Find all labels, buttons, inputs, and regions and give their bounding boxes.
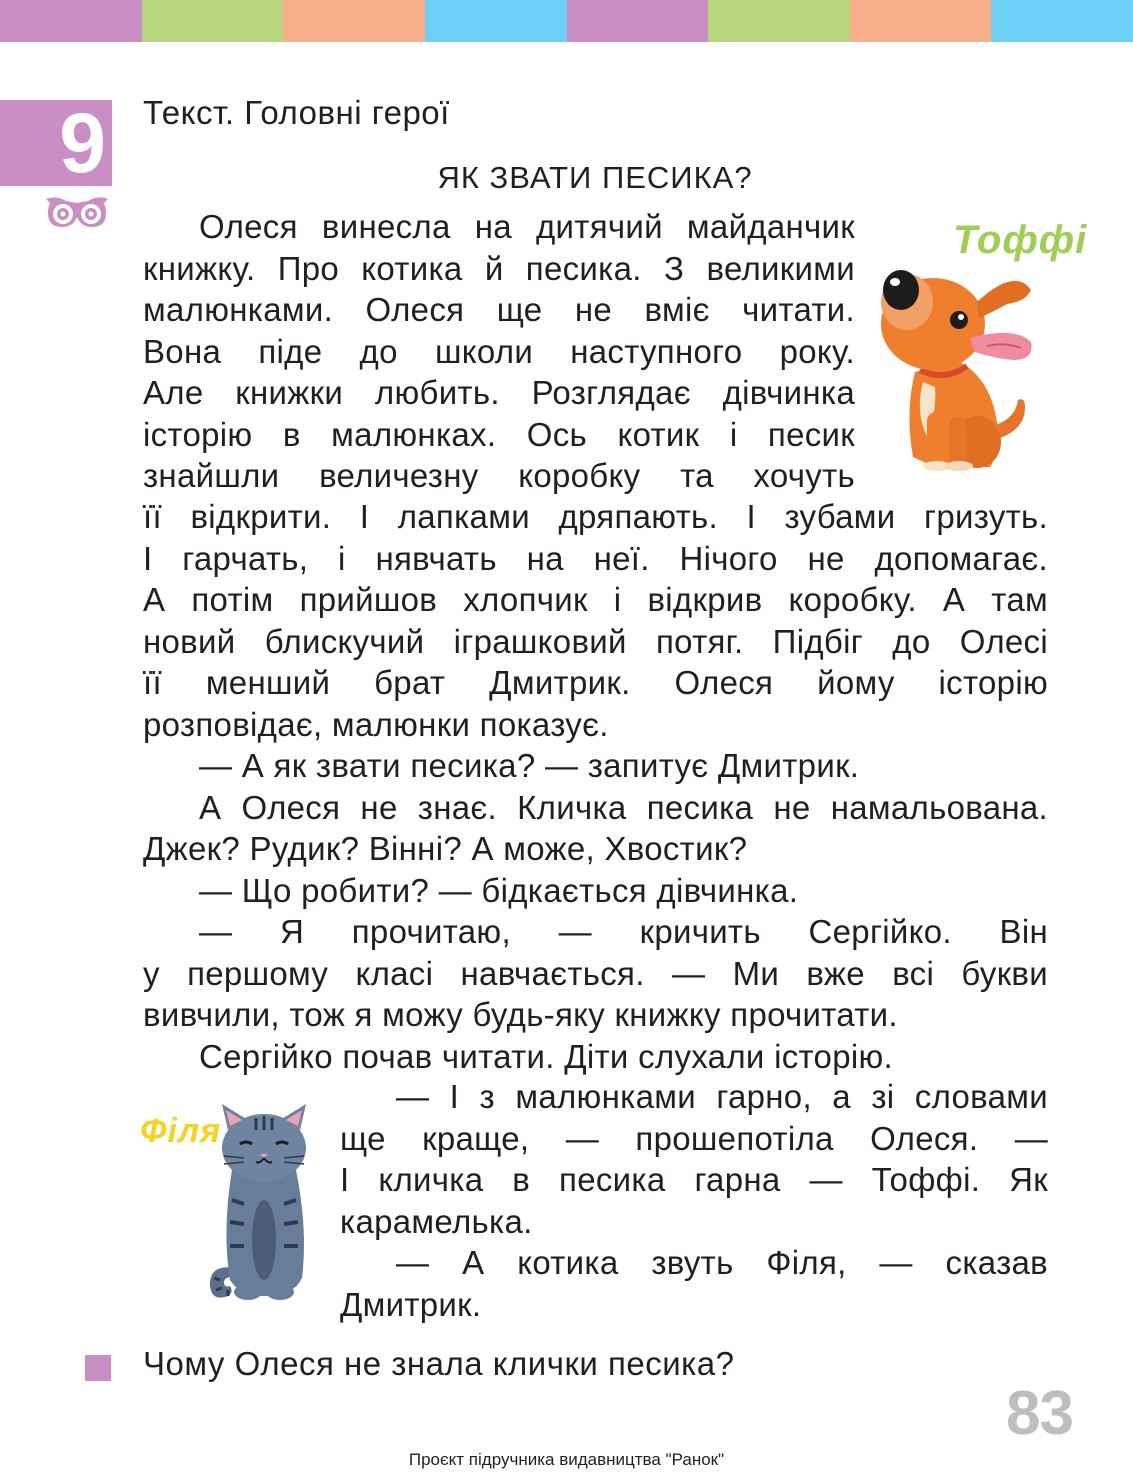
story-line: Дмитрик. — [340, 1285, 482, 1323]
header-stripe — [850, 0, 992, 42]
owl-eyes-icon — [44, 193, 110, 231]
page-number: 83 — [1006, 1379, 1073, 1448]
story-text-wide — [143, 496, 1048, 1077]
story-line: — А як звати песика? — запитує Дмитрик. — [199, 747, 860, 784]
lesson-number-badge: 9 — [0, 100, 112, 186]
story-line: І кличка в песика гарна — Тоффі. Як — [340, 1161, 1048, 1198]
question-marker — [85, 1355, 111, 1381]
story-line: А Олеся не знає. Кличка песика не намальована. — [199, 788, 1048, 826]
question-text: Чому Олеся не знала клички песика? — [143, 1345, 735, 1382]
story-line: Але книжки любить. Розглядає дівчинка — [143, 374, 855, 411]
story-line: — Я прочитаю, — кричить Сергійко. Він — [199, 913, 1048, 950]
story-title: ЯК ЗВАТИ ПЕСИКА? — [437, 160, 753, 195]
dog-name-label: Тоффі — [953, 218, 1088, 262]
header-stripe — [0, 0, 142, 42]
header-stripe — [142, 0, 284, 42]
footer-note: Проєкт підручника видавництва "Ранок" — [408, 1450, 725, 1469]
story-line: її відкрити. І лапками дряпають. І зубами гризуть. — [143, 498, 1048, 535]
story-line: ще краще, — прошепотіла Олеся. — — [340, 1119, 1048, 1157]
header-color-stripes — [0, 0, 1133, 42]
story-line: вивчили, тож я можу будь-яку книжку прочитати. — [143, 996, 898, 1033]
story-line: карамелька. — [340, 1202, 533, 1240]
story-line: історію в малюнках. Ось котик і песик — [143, 415, 855, 453]
story-line: — А котика звуть Філя, — сказав — [396, 1244, 1048, 1281]
story-line: Вона піде до школи наступного року. — [143, 332, 855, 370]
story-line: знайшли величезну коробку та хочуть — [143, 457, 855, 494]
header-stripe — [425, 0, 567, 42]
story-line: — І з малюнками гарно, а зі словами — [396, 1078, 1048, 1115]
kitten-icon — [204, 1100, 322, 1304]
story-line: — Що робити? — бідкається дівчинка. — [199, 871, 799, 909]
story-line: Сергійко почав читати. Діти слухали історію. — [199, 1037, 894, 1075]
story-line: Олеся винесла на дитячий майданчик — [199, 208, 855, 245]
puppy-icon — [875, 262, 1040, 472]
story-text-narrow — [143, 206, 855, 497]
header-stripe — [283, 0, 425, 42]
story-line: її менший брат Дмитрик. Олеся йому історію — [143, 664, 1048, 701]
story-line: у першому класі навчається. — Ми вже всі букви — [143, 954, 1048, 992]
header-stripe — [567, 0, 709, 42]
story-line: А потім прийшов хлопчик і відкрив коробку. А там — [143, 581, 1048, 618]
cat-name-label: Філя — [140, 1112, 222, 1150]
story-text-cat — [340, 1076, 1048, 1325]
story-line: Джек? Рудик? Вінні? А може, Хвостик? — [143, 830, 748, 867]
lesson-topic: Текст. Головні герої — [143, 94, 450, 131]
header-stripe — [991, 0, 1133, 42]
story-line: книжку. Про котика й песика. З великими — [143, 249, 855, 287]
story-line: І гарчать, і нявчать на неї. Нічого не допомагає. — [143, 539, 1048, 577]
header-stripe — [708, 0, 850, 42]
story-line: новий блискучий іграшковий потяг. Підбіг до Олесі — [143, 622, 1048, 660]
story-line: розповідає, малюнки показує. — [143, 705, 609, 743]
story-line: малюнками. Олеся ще не вміє читати. — [143, 291, 855, 328]
